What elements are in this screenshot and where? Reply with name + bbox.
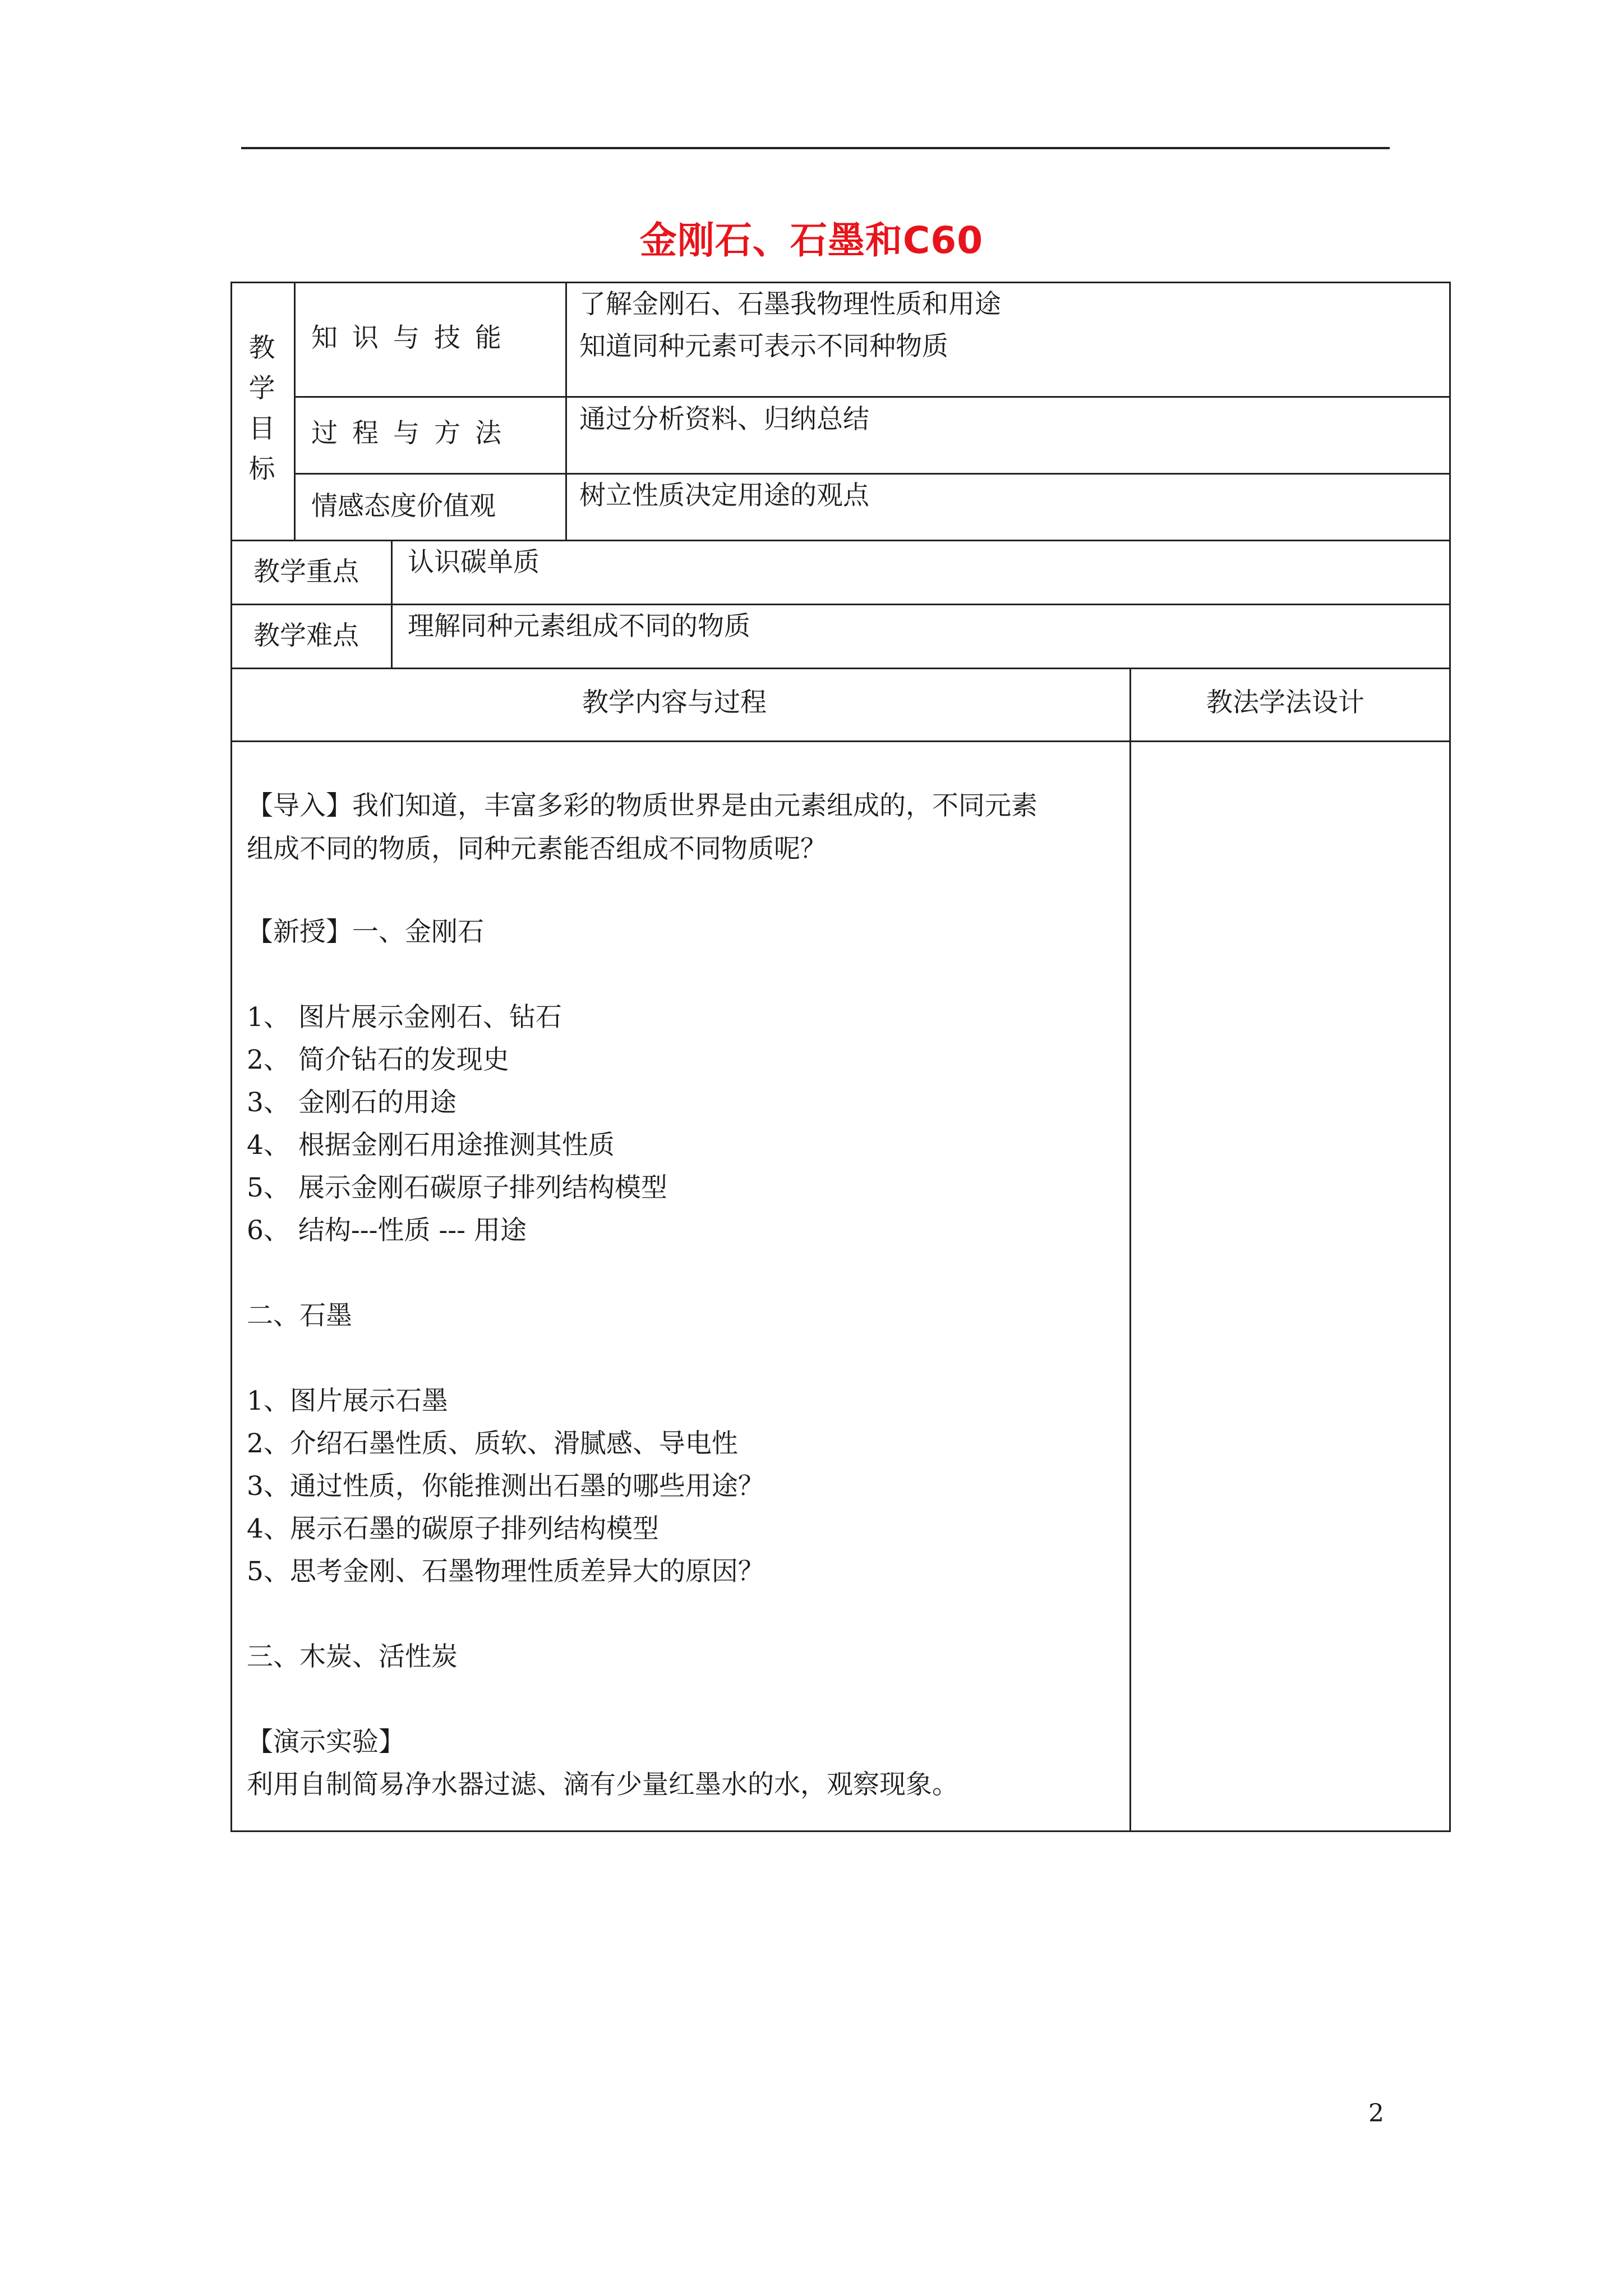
content-line: 【演示实验】 [247,1727,405,1757]
table-border [1129,668,1131,1832]
table-border [230,540,1450,541]
objective-label-knowledge: 知识与技能 [311,323,516,353]
content-line: 1、图片展示石墨 [247,1386,448,1416]
table-border [230,282,1450,283]
table-border [294,282,296,541]
content-line: 【导入】我们知道，丰富多彩的物质世界是由元素组成的，不同元素 [247,790,1038,821]
content-line: 5、思考金刚、石墨物理性质差异大的原因？ [247,1556,764,1587]
content-line: 2、 简介钻石的发现史 [247,1045,509,1075]
difficult-point-value: 理解同种元素组成不同的物质 [408,611,750,642]
objective-text: 通过分析资料、归纳总结 [579,404,869,435]
objective-label-process: 过程与方法 [311,418,516,449]
content-line: 1、 图片展示金刚石、钻石 [247,1002,562,1033]
content-line: 三、木炭、活性炭 [247,1641,458,1672]
key-point-label: 教学重点 [253,556,359,587]
content-header: 教学内容与过程 [582,687,767,718]
table-border [230,668,1450,669]
objectives-group-label: 教 学 目 标 [248,333,275,485]
document-title: 金刚石、石墨和C60 [639,219,984,262]
content-line: 利用自制简易净水器过滤、滴有少量红墨水的水，观察现象。 [247,1769,958,1800]
content-line: 4、展示石墨的碳原子排列结构模型 [247,1513,659,1544]
objective-text: 了解金刚石、石墨我物理性质和用途 [579,289,1001,320]
table-border [1449,282,1451,1832]
content-line: 6、 结构---性质 --- 用途 [247,1215,527,1246]
table-border [230,282,232,1832]
content-line: 二、石墨 [247,1300,352,1331]
content-line: 组成不同的物质，同种元素能否组成不同物质呢？ [247,834,827,864]
key-point-value: 认识碳单质 [408,547,540,578]
difficult-point-label: 教学难点 [253,620,359,651]
content-line: 3、通过性质，你能推测出石墨的哪些用途？ [247,1471,764,1502]
content-line: 3、 金刚石的用途 [247,1087,457,1118]
content-line: 5、 展示金刚石碳原子排列结构模型 [247,1172,667,1203]
objective-text: 知道同种元素可表示不同种物质 [579,331,948,362]
objective-text: 树立性质决定用途的观点 [579,480,869,511]
table-border [565,282,567,541]
objective-label-attitude: 情感态度价值观 [311,491,496,522]
table-border [391,540,393,669]
table-border [294,473,1450,475]
table-border [230,604,1450,605]
table-border [230,1830,1450,1832]
header-rule [241,147,1390,149]
page-number: 2 [1368,2099,1384,2128]
content-line: 【新授】一、金刚石 [247,917,484,947]
method-header: 教法学法设计 [1206,687,1364,718]
table-border [294,396,1450,398]
content-line: 4、 根据金刚石用途推测其性质 [247,1130,615,1161]
table-border [230,740,1450,742]
content-line: 2、介绍石墨性质、质软、滑腻感、导电性 [247,1428,738,1459]
